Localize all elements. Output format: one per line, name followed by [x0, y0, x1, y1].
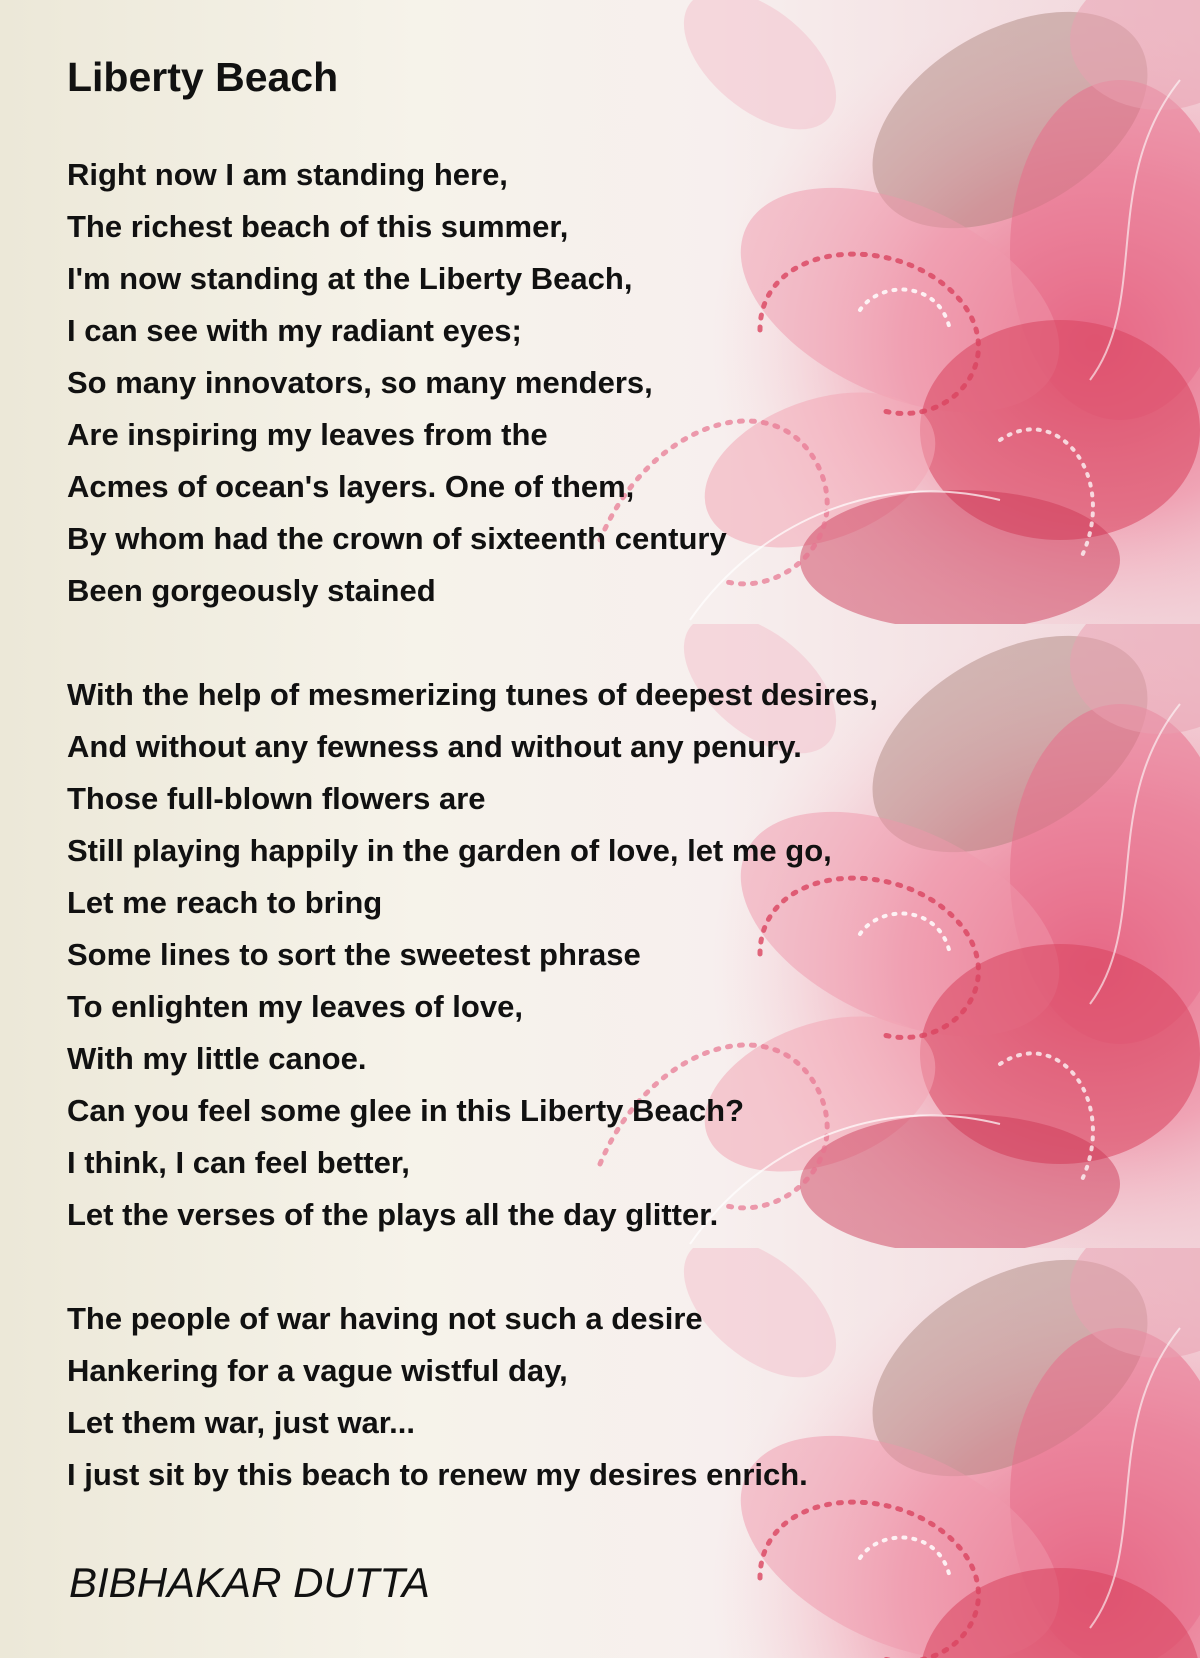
poem-line: The richest beach of this summer, [67, 209, 569, 244]
stanza-1 [67, 149, 727, 617]
poem-line: Those full-blown flowers are [67, 781, 486, 816]
poem-line: Some lines to sort the sweetest phrase [67, 937, 641, 972]
poem-line: Let the verses of the plays all the day glitter. [67, 1197, 719, 1232]
poem-line: Hankering for a vague wistful day, [67, 1353, 568, 1388]
poem-author: BIBHAKAR DUTTA [69, 1559, 430, 1606]
poem-line: To enlighten my leaves of love, [67, 989, 523, 1024]
poem-line: And without any fewness and without any penury. [67, 729, 802, 764]
poem-line: Been gorgeously stained [67, 573, 436, 608]
poem-line: Acmes of ocean's layers. One of them, [67, 469, 635, 504]
poem-line: Right now I am standing here, [67, 157, 508, 192]
poem-line: By whom had the crown of sixteenth century [67, 521, 727, 556]
poem-line: So many innovators, so many menders, [67, 365, 653, 400]
poem-line: I can see with my radiant eyes; [67, 313, 522, 348]
poem-line: I'm now standing at the Liberty Beach, [67, 261, 633, 296]
poem-line: Let them war, just war... [67, 1405, 415, 1440]
poem-line: With my little canoe. [67, 1041, 367, 1076]
poem-line: Are inspiring my leaves from the [67, 417, 548, 452]
poem-line: The people of war having not such a desire [67, 1301, 703, 1336]
stanza-3 [67, 1293, 808, 1501]
poem-line: I just sit by this beach to renew my desires enrich. [67, 1457, 808, 1492]
poem-line: With the help of mesmerizing tunes of deepest desires, [67, 677, 879, 712]
poem-line: Still playing happily in the garden of love, let me go, [67, 833, 832, 868]
poem-title: Liberty Beach [67, 54, 339, 100]
poem-line: I think, I can feel better, [67, 1145, 410, 1180]
stanza-2 [67, 669, 878, 1241]
poem-line: Let me reach to bring [67, 885, 383, 920]
poem-line: Can you feel some glee in this Liberty Beach? [67, 1093, 745, 1128]
